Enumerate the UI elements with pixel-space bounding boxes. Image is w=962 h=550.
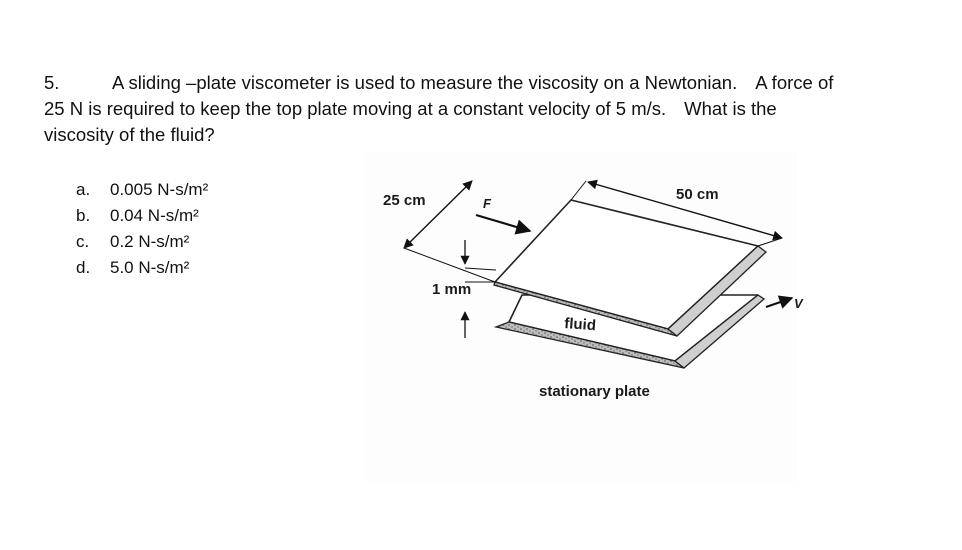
- option-a: [76, 177, 208, 203]
- force-label: F: [483, 196, 491, 211]
- option-letter: a.: [76, 180, 91, 199]
- gap-label: 1 mm: [432, 281, 472, 298]
- question-line-1-tail: A force of: [755, 72, 834, 93]
- question-line-1: [44, 70, 924, 96]
- question-line-3: [44, 122, 924, 148]
- question-text: [44, 70, 924, 148]
- question-line-3-text: viscosity of the fluid?: [44, 124, 215, 145]
- option-d: [76, 255, 208, 281]
- option-letter: c.: [76, 232, 90, 251]
- option-text: 0.005 N-s/m²: [110, 180, 209, 199]
- option-letter: b.: [76, 206, 91, 225]
- answer-options: [76, 177, 208, 281]
- question-line-2: [44, 96, 924, 122]
- width-label: 25 cm: [383, 192, 426, 209]
- option-text: 5.0 N-s/m²: [110, 258, 190, 277]
- option-letter: d.: [76, 258, 91, 277]
- option-b: [76, 203, 208, 229]
- force-arrow: [476, 215, 530, 231]
- length-label: 50 cm: [676, 186, 719, 203]
- stationary-plate-label: stationary plate: [539, 383, 650, 400]
- velocity-label: V: [794, 296, 803, 311]
- fluid-label: fluid: [563, 315, 597, 335]
- question-line-1-text: A sliding –plate viscometer is used to measure the viscosity on a Newtonian.: [112, 72, 738, 93]
- option-text: 0.2 N-s/m²: [110, 232, 190, 251]
- viscometer-figure: [364, 152, 803, 482]
- option-text: 0.04 N-s/m²: [110, 206, 199, 225]
- question-line-2-tail: What is the: [684, 98, 777, 119]
- velocity-arrow: [766, 298, 792, 307]
- option-c: [76, 229, 208, 255]
- question-line-2-text: 25 N is required to keep the top plate moving at a constant velocity of 5 m/s.: [44, 98, 667, 119]
- question-number: 5.: [44, 72, 60, 93]
- viscometer-diagram: [364, 152, 803, 482]
